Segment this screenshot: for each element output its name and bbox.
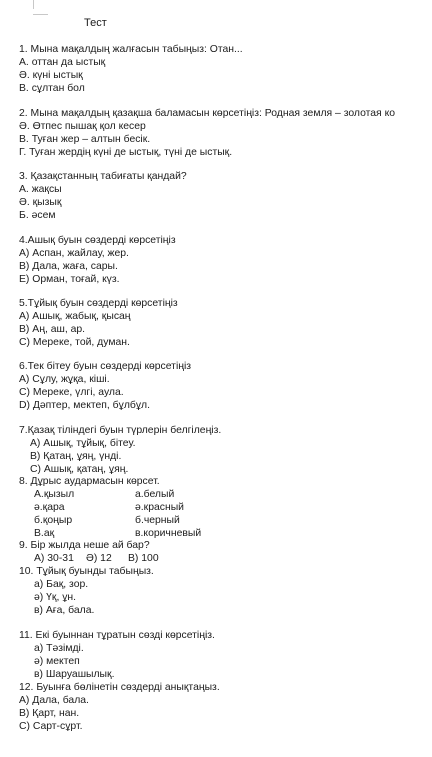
q6-option-d: D) Дәптер, мектеп, бұлбұл. xyxy=(19,400,150,411)
q5-option-s: С) Мереке, той, думан. xyxy=(19,337,130,348)
q5-option-v: В) Аң, аш, ар. xyxy=(19,324,86,335)
q3-option-ae: Ә. қызық xyxy=(19,197,62,208)
question-6: 6.Тек бітеу буын сөздерді көрсетіңіз xyxy=(19,361,192,372)
q6-option-a: А) Сұлу, жұқа, кіші. xyxy=(19,374,110,385)
crop-mark-horizontal xyxy=(33,14,48,15)
q9-option-v: В) 100 xyxy=(128,553,159,564)
question-10: 10. Тұйық буынды табыңыз. xyxy=(19,566,154,577)
q11-option-a: а) Тәзімді. xyxy=(34,643,84,654)
q11-option-ae: ә) мектеп xyxy=(34,656,80,667)
q9-option-a: А) 30-31 xyxy=(34,553,74,564)
question-8: 8. Дұрыс аудармасын көрсет. xyxy=(19,476,160,487)
question-1: 1. Мына мақалдың жалғасын табыңыз: Отан... xyxy=(19,44,243,55)
q12-option-v: В) Қарт, нан. xyxy=(19,708,80,719)
question-5: 5.Тұйық буын сөздерді көрсетіңіз xyxy=(19,298,178,309)
page-title: Тест xyxy=(84,17,107,29)
crop-mark-vertical xyxy=(33,0,34,9)
q11-option-v: в) Шаруашылық. xyxy=(34,669,115,680)
q10-option-a: а) Бақ, зор. xyxy=(34,579,89,590)
q2-option-ae: Ә. Өтпес пышақ қол кесер xyxy=(19,121,146,132)
q8-left-4: В.ақ xyxy=(34,528,55,539)
q7-option-a: А) Ашық, тұйық, бітеу. xyxy=(30,438,136,449)
q10-option-v: в) Аға, бала. xyxy=(34,605,95,616)
q3-option-a: А. жақсы xyxy=(19,184,62,195)
question-4: 4.Ашық буын сөздерді көрсетіңіз xyxy=(19,235,176,246)
q2-option-g: Г. Туған жердің күні де ыстық, түні де ыстық. xyxy=(19,147,233,158)
q12-option-a: А) Дала, бала. xyxy=(19,695,89,706)
q12-option-s: С) Сарт-сұрт. xyxy=(19,721,83,732)
q3-option-b: Б. әсем xyxy=(19,210,56,221)
q8-left-1: А.қызыл xyxy=(34,489,75,500)
question-9: 9. Бір жылда неше ай бар? xyxy=(19,540,150,551)
q4-option-v: В) Дала, жаға, сары. xyxy=(19,261,118,272)
q1-option-a: А. оттан да ыстық xyxy=(19,57,106,68)
q4-option-a: А) Аспан, жайлау, жер. xyxy=(19,248,129,259)
question-12: 12. Буынға бөлінетін сөздерді анықтаңыз. xyxy=(19,682,220,693)
q7-option-v: В) Қатаң, ұяң, үнді. xyxy=(30,451,122,462)
q8-left-2: ә.қара xyxy=(34,502,65,513)
q10-option-ae: ә) Үқ, ұн. xyxy=(34,592,77,603)
q2-option-v: В. Туған жер – алтын бесік. xyxy=(19,134,151,145)
question-7: 7.Қазақ тіліндегі буын түрлерін белгілеңіз. xyxy=(19,425,222,436)
q1-option-v: В. сұлтан бол xyxy=(19,83,85,94)
question-2: 2. Мына мақалдың қазақша баламасын көрсетіңіз: Родная земля – золотая ко xyxy=(19,108,396,119)
q8-right-2: ә.красный xyxy=(135,502,184,513)
q9-option-ae: Ә) 12 xyxy=(86,553,112,564)
question-3: 3. Қазақстанның табиғаты қандай? xyxy=(19,171,187,182)
q8-right-3: б.черный xyxy=(135,515,180,526)
q7-option-s: С) Ашық, қатаң, ұяң. xyxy=(30,464,129,475)
question-11: 11. Екі буыннан тұратын сөзді көрсетіңіз. xyxy=(19,630,215,641)
q8-left-3: б.қоңыр xyxy=(34,515,73,526)
q5-option-a: А) Ашық, жабық, қысаң xyxy=(19,311,131,322)
q1-option-ae: Ә. күні ыстық xyxy=(19,70,83,81)
q8-right-1: а.белый xyxy=(135,489,175,500)
q8-right-4: в.коричневый xyxy=(135,528,202,539)
q6-option-s: С) Мереке, үлгі, аула. xyxy=(19,387,124,398)
q4-option-e: Е) Орман, тоғай, күз. xyxy=(19,274,120,285)
